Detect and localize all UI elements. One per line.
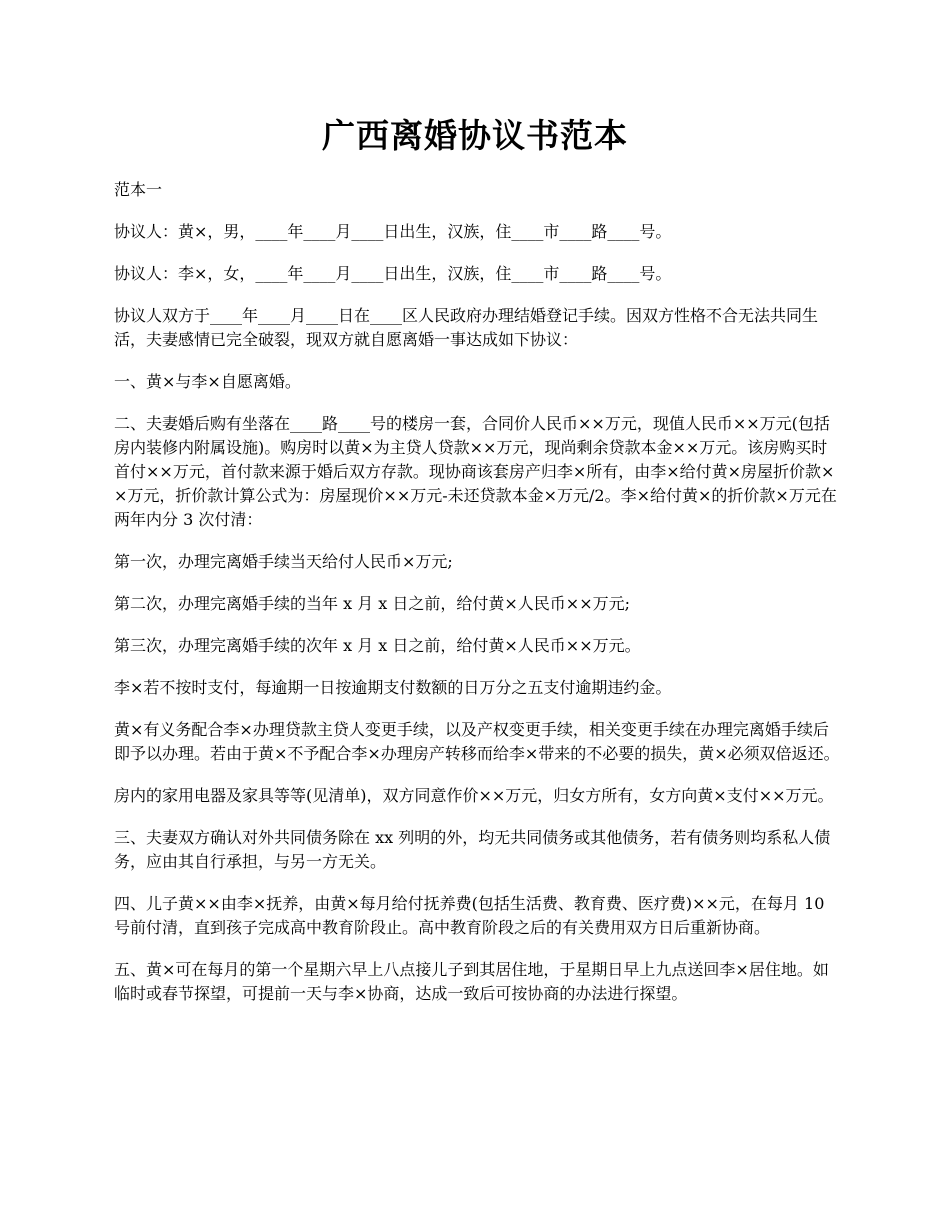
clause-4: 四、儿子黄××由李×抚养，由黄×每月给付抚养费(包括生活费、教育费、医疗费)××元，在每月 10 号前付清，直到孩子完成高中教育阶段止。高中教育阶段之后的有关费用双方日后重新协商。 [114, 894, 825, 937]
furniture: 房内的家用电器及家具等等(见清单)，双方同意作价××万元，归女方所有，女方向黄×支付××万元。 [114, 786, 834, 805]
party-2: 协议人：李×，女，____年____月____日出生，汉族，住____市____路____号。 [114, 264, 672, 283]
clause-1: 一、黄×与李×自愿离婚。 [114, 372, 301, 391]
clause-3: 三、夫妻双方确认对外共同债务除在 xx 列明的外，均无共同债务或其他债务，若有债务则均系私人债务，应由其自行承担，与另一方无关。 [114, 828, 831, 871]
payment-2: 第二次，办理完离婚手续的当年 x 月 x 日之前，给付黄×人民币××万元; [114, 594, 631, 613]
loan-transfer: 黄×有义务配合李×办理贷款主贷人变更手续，以及产权变更手续，相关变更手续在办理完离婚手续后即予以办理。若由于黄×不予配合李×办理房产转移而给李×带来的不必要的损失，黄×必须双倍返还。 [114, 720, 840, 763]
section-label: 范本一 [114, 180, 163, 199]
document-body [114, 178, 840, 1024]
party-1: 协议人：黄×，男，____年____月____日出生，汉族，住____市____路____号。 [114, 222, 672, 241]
payment-1: 第一次，办理完离婚手续当天给付人民币×万元; [114, 552, 453, 571]
clause-5: 五、黄×可在每月的第一个星期六早上八点接儿子到其居住地，于星期日早上九点送回李×居住地。如临时或春节探望，可提前一天与李×协商，达成一致后可按协商的办法进行探望。 [114, 960, 829, 1003]
late-penalty: 李×若不按时支付，每逾期一日按逾期支付数额的日万分之五支付逾期违约金。 [114, 678, 672, 697]
payment-3: 第三次，办理完离婚手续的次年 x 月 x 日之前，给付黄×人民币××万元。 [114, 636, 641, 655]
document-title: 广西离婚协议书范本 [322, 116, 628, 155]
preamble: 协议人双方于____年____月____日在____区人民政府办理结婚登记手续。因双方性格不合无法共同生活，夫妻感情已完全破裂，现双方就自愿离婚一事达成如下协议： [114, 306, 819, 349]
clause-2: 二、夫妻婚后购有坐落在____路____号的楼房一套，合同价人民币××万元，现值人民币××万元(包括房内装修内附属设施)。购房时以黄×为主贷人贷款××万元，现尚剩余贷款本金××万元。该房购买时首付××万元，首付款来源于婚后双方存款。现协商该套房产归李×所有，由李×给付黄×房屋折价款××万元，折价款计算公式为：房屋现价××万元-未还贷款本金×万元/2。李×给付黄×的折价款×万元在两年内分 3 次付清： [114, 414, 837, 529]
